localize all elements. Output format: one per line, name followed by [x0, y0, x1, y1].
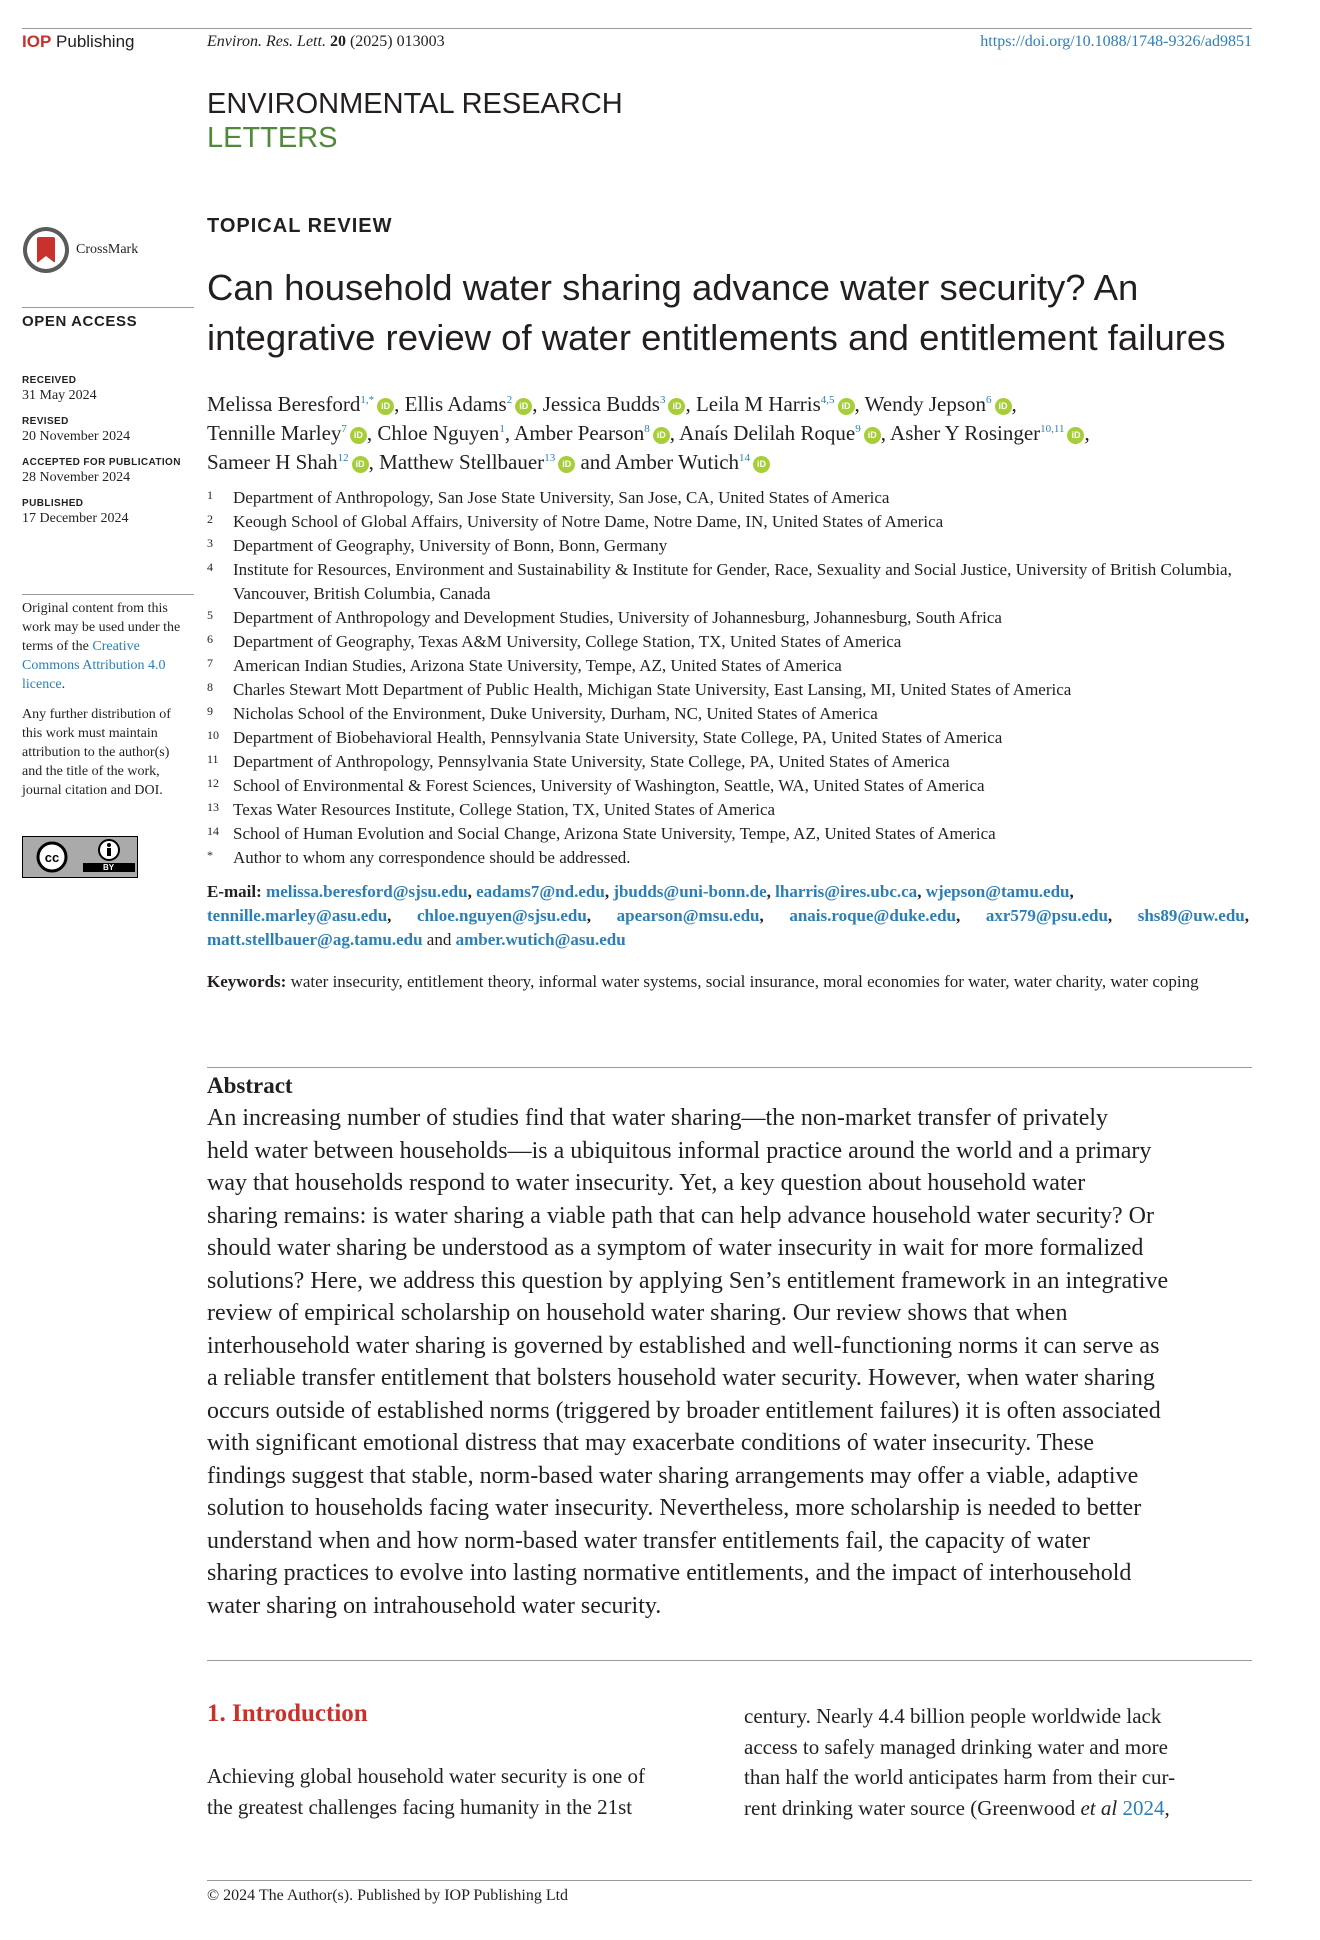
affiliation-number: 8	[207, 680, 213, 694]
abstract-line: a reliable transfer entitlement that bolsters household water security. However, when water sharing	[207, 1365, 1155, 1391]
affiliation-number: 11	[207, 752, 219, 766]
affiliation	[207, 630, 1257, 654]
author-sep: ,	[504, 421, 515, 445]
email-link[interactable]: melissa.beresford@sjsu.edu	[266, 882, 468, 901]
intro-line	[744, 1793, 1254, 1824]
author-name: Leila M Harris	[695, 392, 821, 416]
author[interactable]	[543, 392, 686, 416]
affiliation-number: *	[207, 848, 213, 862]
author-list	[207, 390, 1267, 477]
author-affil: 1	[499, 423, 505, 435]
crossmark-label: CrossMark	[76, 242, 139, 257]
affiliation-text: Texas Water Resources Institute, College Station, TX, United States of America	[233, 800, 776, 819]
citation-link[interactable]: 2024	[1122, 1795, 1165, 1820]
abstract-line: solutions? Here, we address this question by applying Sen’s entitlement framework in an integrative	[207, 1267, 1169, 1294]
affiliation	[207, 486, 1257, 510]
author-affil: 6	[986, 394, 992, 406]
author[interactable]	[207, 450, 369, 474]
affiliation-text: Nicholas School of the Environment, Duke University, Durham, NC, United States of America	[233, 704, 878, 723]
affiliation-number: 4	[207, 560, 213, 574]
email-link[interactable]: chloe.nguyen@sjsu.edu	[416, 906, 587, 925]
author-name: Sameer H Shah	[207, 450, 338, 474]
author-affil: 2	[506, 394, 513, 406]
author-name: Tennille Marley	[207, 421, 342, 445]
author-affil: 1,*	[360, 394, 375, 406]
orcid-icon[interactable]: iD	[864, 427, 881, 444]
abstract-line: interhousehold water sharing is governed by established and well-functioning norms it can serve as	[207, 1332, 1160, 1359]
keywords	[207, 970, 1257, 994]
author-name: Melissa Beresford	[207, 392, 361, 416]
abstract-line: way that households respond to water insecurity. Yet, a key question about household water	[207, 1170, 1086, 1196]
orcid-icon[interactable]: iD	[668, 398, 685, 415]
cite-tail: ,	[1164, 1795, 1170, 1820]
abstract-line: solution to households facing water insecurity. Nevertheless, more scholarship is needed to better	[207, 1495, 1142, 1521]
date-value: 31 May 2024	[22, 388, 97, 403]
citation-line	[207, 33, 445, 51]
date-accepted	[22, 457, 194, 486]
sidebar-rule-1	[22, 307, 194, 308]
orcid-icon[interactable]: iD	[350, 427, 367, 444]
date-value: 20 November 2024	[22, 429, 131, 444]
affiliation-number: 13	[207, 800, 219, 814]
crossmark-icon	[22, 226, 70, 274]
abstract-line: occurs outside of established norms (triggered by broader entitlement failures) it is often associated	[207, 1397, 1161, 1424]
by-label: BY	[83, 863, 135, 872]
affiliation-text: Department of Anthropology, San Jose State University, San Jose, CA, United States of America	[233, 488, 890, 507]
author[interactable]	[890, 421, 1084, 445]
date-label: REVISED	[22, 416, 69, 427]
email-link[interactable]: eadams7@nd.edu	[476, 882, 605, 901]
author-affil: 10,11	[1040, 423, 1065, 435]
orcid-icon[interactable]: iD	[377, 398, 394, 415]
email-link[interactable]: amber.wutich@asu.edu	[455, 930, 626, 949]
cc-license-link[interactable]: Creative Commons Attribution 4.0 licence	[22, 639, 166, 692]
date-label: ACCEPTED FOR PUBLICATION	[22, 457, 181, 468]
affiliation	[207, 678, 1257, 702]
orcid-icon[interactable]: iD	[753, 456, 770, 473]
affiliation	[207, 558, 1257, 606]
affiliation-text: Department of Anthropology and Development Studies, University of Johannesburg, Johannesburg, South Africa	[233, 608, 1002, 627]
author-name: Anaís Delilah Roque	[679, 421, 856, 445]
affiliation-text: Department of Biobehavioral Health, Pennsylvania State University, State College, PA, United States of America	[233, 728, 1003, 747]
affiliation-text: Institute for Resources, Environment and Sustainability & Institute for Gender, Race, Sexuality and Social Justice, University of British Columbia, Vancouver, British Columbia, Canada	[233, 560, 1232, 603]
author-affil: 8	[644, 423, 650, 435]
affiliation-list	[207, 486, 1257, 870]
affiliation	[207, 510, 1257, 534]
intro-line: the greatest challenges facing humanity in the 21st	[207, 1794, 633, 1819]
author-name: Asher Y Rosinger	[890, 421, 1041, 445]
abstract-line: sharing remains: is water sharing a viable path that can help advance household water security? Or	[207, 1202, 1154, 1229]
author-name: Chloe Nguyen	[377, 421, 500, 445]
email-line-1: E-mail: melissa.beresford@sjsu.edu, eadams7@nd.edu, jbudds@uni-bonn.de, lharris@ires.ubc.ca, wjepson@tamu.edu,	[207, 882, 1074, 901]
abstract-bottom-rule	[207, 1660, 1252, 1661]
cc-icon	[23, 837, 80, 877]
email-link[interactable]: matt.stellbauer@ag.tamu.edu	[207, 930, 423, 949]
email-link[interactable]: lharris@ires.ubc.ca	[775, 882, 918, 901]
email-block	[207, 880, 1257, 952]
affiliation-number: 14	[207, 824, 219, 838]
affiliation-text: American Indian Studies, Arizona State University, Tempe, AZ, United States of America	[233, 656, 842, 675]
date-received	[22, 375, 194, 404]
publisher-logo-mark: IOP	[22, 32, 52, 51]
author[interactable]	[207, 392, 394, 416]
author-name: Wendy Jepson	[864, 392, 987, 416]
cite-etal: et al	[1080, 1795, 1118, 1820]
abstract-line: sharing practices to evolve into lasting normative entitlements, and the impact of interhousehold	[207, 1560, 1132, 1586]
affiliation	[207, 846, 1257, 870]
intro-right-column	[744, 1701, 1254, 1823]
abstract-line: with significant emotional distress that may exacerbate conditions of water insecurity. These	[207, 1430, 1095, 1456]
author[interactable]	[514, 421, 670, 445]
journal-title-line1: ENVIRONMENTAL RESEARCH	[207, 88, 623, 120]
affiliation	[207, 654, 1257, 678]
author-affil: 7	[341, 423, 347, 435]
abstract-heading: Abstract	[207, 1073, 293, 1098]
author[interactable]	[696, 392, 855, 416]
crossmark-badge[interactable]	[22, 226, 138, 274]
orcid-icon[interactable]: iD	[838, 398, 855, 415]
email-and: and	[426, 930, 452, 949]
author-sep: ,	[880, 421, 891, 445]
affiliation-text: Department of Anthropology, Pennsylvania State University, State College, PA, United States of America	[233, 752, 950, 771]
orcid-icon[interactable]: iD	[653, 427, 670, 444]
abstract-line: findings suggest that stable, norm-based water sharing arrangements may offer a viable, adaptive	[207, 1462, 1139, 1489]
date-label: PUBLISHED	[22, 498, 84, 509]
date-value: 17 December 2024	[22, 511, 129, 526]
keywords-text: water insecurity, entitlement theory, informal water systems, social insurance, moral economies for water, water charity, water coping	[290, 972, 1199, 991]
author-sep: ,	[368, 450, 380, 474]
author-sep: and	[575, 450, 615, 474]
intro-line: century. Nearly 4.4 billion people worldwide lack	[744, 1704, 1162, 1728]
article-title-line2: integrative review of water entitlements and entitlement failures	[207, 317, 1226, 358]
license-note	[22, 599, 182, 694]
affiliation	[207, 702, 1257, 726]
affiliation-number: 6	[207, 632, 213, 646]
affiliation-number: 9	[207, 704, 213, 718]
author-affil: 4,5	[820, 394, 835, 406]
email-line-2: tennille.marley@asu.edu, chloe.nguyen@sjsu.edu, apearson@msu.edu, anais.roque@duke.edu, axr579@psu.edu, shs89@uw.edu,	[207, 906, 1249, 925]
affiliation	[207, 774, 1257, 798]
affiliation-text: Charles Stewart Mott Department of Public Health, Michigan State University, East Lansing, MI, United States of America	[233, 680, 1072, 699]
abstract-line: held water between households—is a ubiquitous informal practice around the world and a primary	[207, 1137, 1152, 1164]
orcid-icon[interactable]: iD	[352, 456, 369, 473]
author-sep: ,	[1084, 421, 1090, 445]
email-label: E-mail:	[207, 882, 262, 901]
intro-line: than half the world anticipates harm from their cur-	[744, 1765, 1176, 1789]
author-sep: ,	[669, 421, 680, 445]
license-text: Original content from this work may be used under the terms of the	[22, 601, 181, 654]
abstract-line: understand when and how norm-based water transfer entitlements fail, the capacity of water	[207, 1527, 1090, 1554]
affiliation-number: 1	[207, 488, 213, 502]
author-sep: ,	[685, 392, 696, 416]
citation-volume: 20	[329, 33, 346, 50]
svg-text:cc: cc	[44, 850, 59, 865]
author-line-2	[207, 419, 1267, 448]
intro-text: rent drinking water source (Greenwood	[744, 1795, 1081, 1820]
author[interactable]	[377, 421, 504, 445]
open-access-label: OPEN ACCESS	[22, 313, 138, 330]
author[interactable]	[207, 421, 367, 445]
author-affil: 9	[855, 423, 861, 435]
affiliation	[207, 750, 1257, 774]
affiliation-text: School of Human Evolution and Social Change, Arizona State University, Tempe, AZ, United States of America	[233, 824, 996, 843]
abstract-top-rule	[207, 1067, 1252, 1068]
author-name: Amber Pearson	[514, 421, 645, 445]
email-link[interactable]: wjepson@tamu.edu	[925, 882, 1070, 901]
affiliation-number: 12	[207, 776, 219, 790]
affiliation	[207, 534, 1257, 558]
intro-left-column	[207, 1761, 717, 1822]
intro-line: access to safely managed drinking water and more	[744, 1734, 1168, 1759]
section-heading-introduction: 1. Introduction	[207, 1700, 368, 1727]
affiliation	[207, 822, 1257, 846]
affiliation-number: 2	[207, 512, 213, 526]
journal-title-line2: LETTERS	[207, 122, 338, 154]
article-title	[207, 263, 1225, 363]
sidebar-dates	[22, 375, 194, 539]
abstract-line: should water sharing be understood as a symptom of water insecurity in wait for more formalized	[207, 1235, 1144, 1261]
author-name: Jessica Budds	[542, 392, 660, 416]
author-affil: 13	[544, 452, 556, 464]
abstract-line: An increasing number of studies find that water sharing—the non-market transfer of privately	[207, 1105, 1109, 1131]
author-name: Matthew Stellbauer	[379, 450, 545, 474]
affiliation	[207, 798, 1257, 822]
cc-by-badge	[22, 836, 138, 878]
publisher-logo	[22, 32, 134, 52]
publisher-logo-text: Publishing	[56, 32, 135, 51]
license-suffix: .	[61, 677, 66, 692]
orcid-icon[interactable]: iD	[558, 456, 575, 473]
article-title-line1: Can household water sharing advance water security? An	[207, 267, 1139, 308]
citation-year-number: (2025) 013003	[349, 33, 445, 50]
author[interactable]	[615, 450, 770, 474]
orcid-icon[interactable]: iD	[515, 398, 532, 415]
date-value: 28 November 2024	[22, 470, 131, 485]
author-affil: 3	[659, 394, 666, 406]
author-sep: ,	[366, 421, 378, 445]
email-link[interactable]: apearson@msu.edu	[616, 906, 760, 925]
article-type: TOPICAL REVIEW	[207, 215, 393, 237]
affiliation	[207, 606, 1257, 630]
citation-journal: Environ. Res. Lett.	[207, 33, 326, 50]
affiliation-text: Department of Geography, University of Bonn, Bonn, Germany	[233, 536, 668, 555]
author[interactable]	[405, 392, 533, 416]
distribution-note: Any further distribution of this work must maintain attribution to the author(s) and the title of the work, journal citation and DOI.	[22, 707, 171, 798]
by-icon	[80, 837, 137, 877]
affiliation-text: School of Environmental & Forest Sciences, University of Washington, Seattle, WA, United States of America	[233, 776, 985, 795]
date-label: RECEIVED	[22, 375, 77, 386]
abstract-line: review of empirical scholarship on household water sharing. Our review shows that when	[207, 1300, 1068, 1326]
author-name: Amber Wutich	[614, 450, 740, 474]
doi-link[interactable]: https://doi.org/10.1088/1748-9326/ad9851	[980, 33, 1252, 50]
email-line-3	[207, 928, 1257, 952]
email-link[interactable]: axr579@psu.edu	[985, 906, 1108, 925]
author-line-1	[207, 390, 1267, 419]
orcid-icon[interactable]: iD	[1067, 427, 1084, 444]
author-sep: ,	[854, 392, 865, 416]
email-link[interactable]: anais.roque@duke.edu	[789, 906, 956, 925]
affiliation-number: 10	[207, 728, 219, 742]
abstract-line: water sharing on intrahousehold water security.	[207, 1592, 662, 1619]
author-affil: 14	[739, 452, 751, 464]
date-published	[22, 498, 194, 527]
affiliation-text: Author to whom any correspondence should be addressed.	[233, 848, 631, 867]
email-link[interactable]: jbudds@uni-bonn.de	[613, 882, 767, 901]
abstract-body	[207, 1102, 1257, 1622]
author-sep: ,	[394, 392, 405, 416]
affiliation-number: 3	[207, 536, 213, 550]
affiliation-text: Keough School of Global Affairs, University of Notre Dame, Notre Dame, IN, United States of America	[233, 512, 944, 531]
author[interactable]	[679, 421, 881, 445]
footer-copyright: © 2024 The Author(s). Published by IOP Publishing Ltd	[207, 1887, 569, 1904]
author-sep: ,	[532, 392, 543, 416]
affiliation	[207, 726, 1257, 750]
orcid-icon[interactable]: iD	[995, 398, 1012, 415]
footer-rule	[207, 1880, 1252, 1881]
author-affil: 12	[337, 452, 349, 464]
email-link[interactable]: tennille.marley@asu.edu	[207, 906, 388, 925]
author-sep: ,	[1011, 392, 1017, 416]
author-line-3	[207, 448, 1267, 477]
header-top-rule	[22, 28, 1252, 29]
keywords-label: Keywords:	[207, 972, 287, 991]
intro-line: Achieving global household water security is one of	[207, 1764, 645, 1788]
affiliation-number: 5	[207, 608, 213, 622]
sidebar-rule-2	[22, 594, 194, 595]
affiliation-number: 7	[207, 656, 213, 670]
author[interactable]	[379, 450, 575, 474]
affiliation-text: Department of Geography, Texas A&M University, College Station, TX, United States of America	[233, 632, 902, 651]
author[interactable]	[865, 392, 1012, 416]
author-name: Ellis Adams	[404, 392, 507, 416]
date-revised	[22, 416, 194, 445]
email-link[interactable]: shs89@uw.edu	[1137, 906, 1245, 925]
